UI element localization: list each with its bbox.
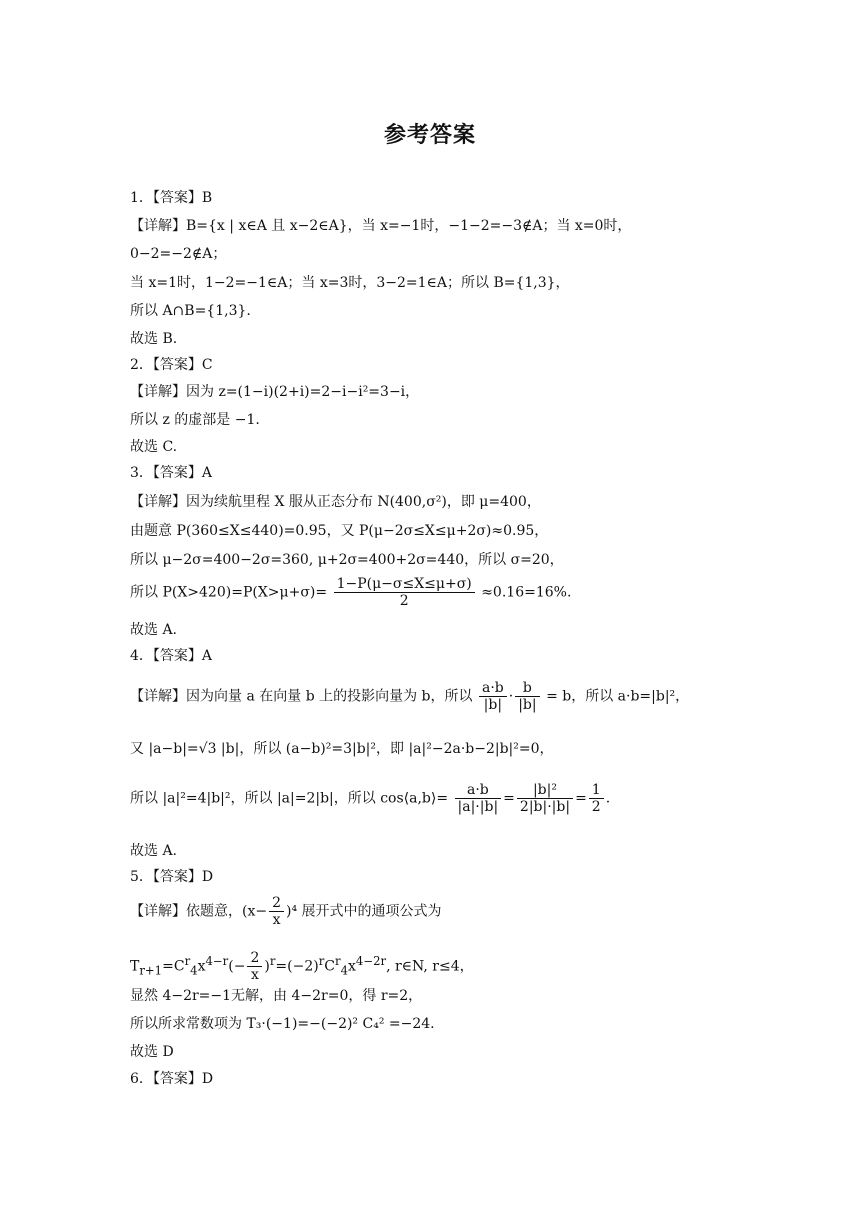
q5-c-sub: 4 (190, 963, 198, 978)
q4-equals-2: = (575, 790, 587, 807)
q1-explain-4: 所以 A∩B={1,3}. (130, 303, 251, 319)
q5-c2-sub: 4 (340, 963, 348, 978)
q5-paren-open: (− (228, 958, 246, 975)
q4-fraction-5-denominator: 2 (591, 799, 601, 815)
q4-fraction-3 (455, 782, 502, 815)
q5-fraction-2-numerator: 2 (247, 950, 262, 967)
q5-explain-1-lead: 【详解】依题意，(x− (130, 903, 268, 920)
q1-explain-3: 当 x=1时，1−2=−1∈A；当 x=3时，3−2=1∈A；所以 B={1,3}， (130, 275, 570, 291)
q5-eq-c: =C (162, 958, 185, 975)
q4-dot: · (508, 688, 514, 705)
q5-explain-1-tail: )⁴ 展开式中的通项公式为 (286, 903, 442, 920)
q5-eq-neg2: =(−2) (275, 958, 319, 975)
q2-answer: 2．【答案】C (130, 357, 213, 373)
q4-fraction-4 (517, 782, 573, 815)
q3-explain-1: 【详解】因为续航里程 X 服从正态分布 N(400,σ²)，即 μ=400， (130, 494, 541, 510)
q5-explain-2 (130, 950, 740, 983)
q5-fraction-1-numerator: 2 (269, 895, 284, 912)
q4-fraction-4-denominator: 2|b|·|b| (519, 799, 571, 815)
q4-fraction-2-denominator: |b| (518, 697, 537, 713)
q5-answer: 5．【答案】D (130, 869, 214, 885)
q5-paren-close: ) (264, 958, 270, 975)
q3-explain-3: 所以 μ−2σ=400−2σ=360, μ+2σ=400+2σ=440，所以 σ=20， (130, 552, 564, 568)
q5-explain-4: 所以所求常数项为 T₃·(−1)=−(−2)² C₄² =−24. (130, 1016, 435, 1032)
q5-c2-sup: r (335, 953, 341, 968)
q3-explain-2: 由题意 P(360≤X≤440)=0.95，又 P(μ−2σ≤X≤μ+2σ)≈0.95， (130, 523, 549, 539)
q5-fraction-1-denominator: x (272, 912, 281, 928)
q4-equals-1: = (503, 790, 515, 807)
q5-explain-1 (130, 895, 740, 928)
q5-choice: 故选 D (130, 1044, 174, 1060)
q4-answer: 4．【答案】A (130, 648, 213, 664)
q5-x2: x (348, 958, 356, 975)
q4-explain-3 (130, 782, 740, 815)
q5-t-sub: r+1 (139, 963, 163, 978)
q2-explain-2: 所以 z 的虚部是 −1. (130, 412, 260, 428)
q5-t: T (130, 958, 140, 975)
q5-explain-2-tail: , r∈N, r≤4， (386, 958, 474, 975)
q5-fraction-2-denominator: x (250, 967, 259, 983)
q4-explain-3-lead: 所以 |a|²=4|b|²，所以 |a|=2|b|，所以 cos⟨a,b⟩= (130, 790, 449, 807)
q4-explain-1-lead: 【详解】因为向量 a 在向量 b 上的投影向量为 b，所以 (130, 688, 473, 705)
q5-c-sup: r (184, 953, 191, 968)
q4-choice: 故选 A. (130, 843, 178, 859)
q5-fraction-2 (247, 950, 262, 983)
q5-explain-3: 显然 4−2r=−1无解，由 4−2r=0，得 r=2， (130, 988, 423, 1004)
q5-x: x (197, 958, 206, 975)
q3-answer: 3．【答案】A (130, 465, 213, 481)
q3-fraction-denominator: 2 (399, 593, 409, 609)
q1-choice: 故选 B. (130, 331, 178, 347)
q5-x2-sup: 4−2r (355, 953, 387, 968)
q6-answer: 6．【答案】D (130, 1071, 214, 1087)
q4-fraction-3-denominator: |a|·|b| (457, 799, 499, 815)
q5-c2: C (324, 958, 335, 975)
q4-fraction-5 (589, 782, 604, 815)
q2-explain-1: 【详解】因为 z=(1−i)(2+i)=2−i−i²=3−i， (130, 384, 420, 400)
q4-fraction-5-numerator: 1 (589, 782, 604, 799)
q3-fraction-numerator: 1−P(μ−σ≤X≤μ+σ) (334, 576, 475, 593)
q1-answer: 1．【答案】B (130, 190, 213, 206)
page-title: 参考答案 (383, 123, 476, 148)
q4-fraction-3-numerator: a·b (455, 782, 502, 799)
q4-fraction-1-numerator: a·b (479, 680, 507, 697)
q2-choice: 故选 C. (130, 439, 178, 455)
q1-explain-1: 【详解】B={x | x∈A 且 x−2∈A}，当 x=−1时，−1−2=−3∉A；当 x=0时， (130, 218, 632, 234)
q5-paren-sup: r (269, 953, 276, 968)
q5-fraction-1 (269, 895, 284, 928)
q4-fraction-1-denominator: |b| (483, 697, 503, 713)
q3-explain-4-tail: ≈0.16=16%. (481, 584, 572, 601)
q1-explain-2: 0−2=−2∉A； (130, 246, 227, 262)
q4-fraction-2 (515, 680, 539, 713)
q5-neg2-sup: r (318, 953, 325, 968)
q3-fraction (334, 576, 475, 609)
q4-fraction-2-numerator: b (515, 680, 539, 697)
q3-choice: 故选 A. (130, 622, 178, 638)
q5-x-sup: 4−r (205, 953, 229, 968)
q4-explain-1-tail: = b，所以 a·b=|b|²， (546, 688, 690, 705)
q4-explain-1 (130, 680, 740, 713)
q4-explain-2: 又 |a−b|=√3 |b|，所以 (a−b)²=3|b|²，即 |a|²−2a·b−2|b|²=0， (130, 741, 554, 757)
q4-period: . (605, 790, 611, 807)
q3-explain-4 (130, 576, 740, 609)
q4-fraction-4-numerator: |b|² (517, 782, 573, 799)
q4-fraction-1 (479, 680, 507, 713)
q3-explain-4-lead: 所以 P(X>420)=P(X>μ+σ)= (130, 584, 328, 601)
